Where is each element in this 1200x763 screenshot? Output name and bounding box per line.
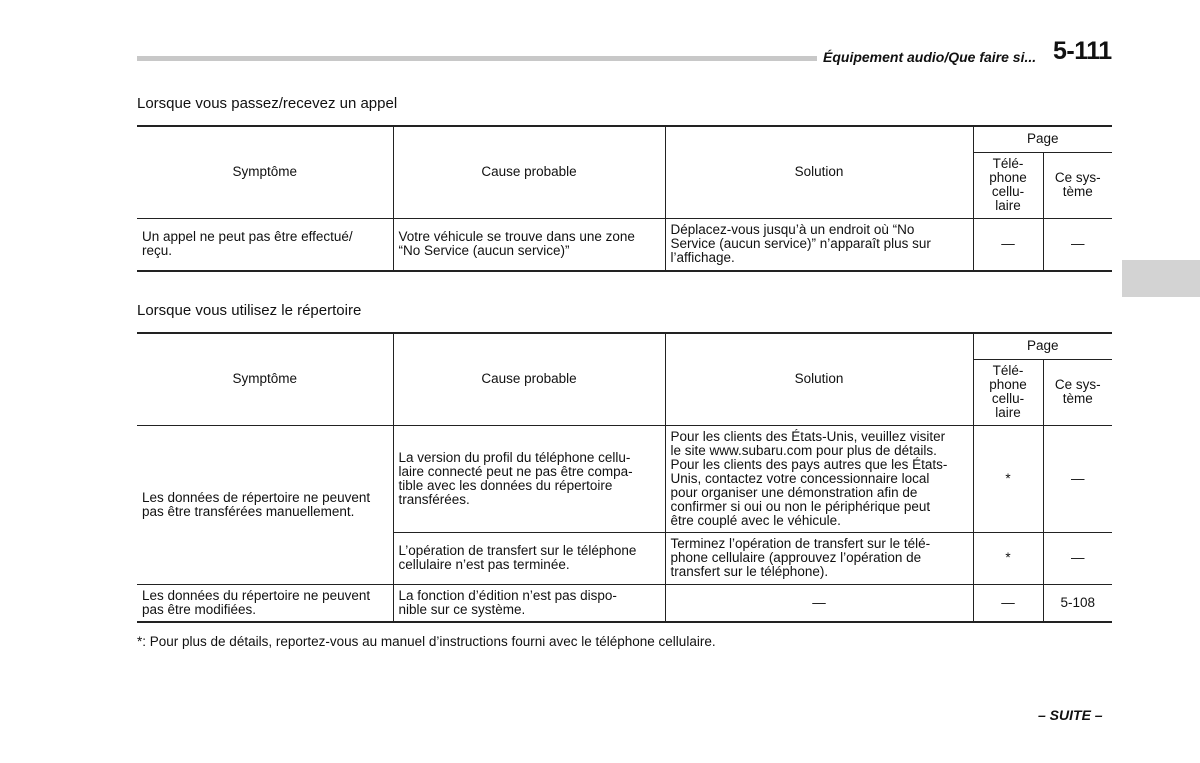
section-title-phonebook: Lorsque vous utilisez le répertoire [137, 302, 362, 319]
cause-cell: Votre véhicule se trouve dans une zone “No Service (aucun service)” [393, 218, 665, 271]
column-header-phone: Télé- phone cellu- laire [973, 152, 1043, 218]
cause-cell: L’opération de transfert sur le téléphone cellulaire n’est pas terminée. [393, 532, 665, 584]
page-number: 5-111 [1053, 37, 1112, 65]
section-title-calls: Lorsque vous passez/recevez un appel [137, 95, 398, 112]
system-page-cell: — [1043, 425, 1112, 532]
column-header-system: Ce sys- tème [1043, 152, 1112, 218]
column-header-solution: Solution [665, 126, 973, 218]
cause-cell: La fonction d’édition n’est pas dispo- nible sur ce système. [393, 584, 665, 622]
table-phonebook [137, 332, 1112, 623]
phone-page-cell: — [973, 584, 1043, 622]
column-header-page: Page [973, 126, 1112, 152]
column-header-system: Ce sys- tème [1043, 359, 1112, 425]
symptom-cell: Les données de répertoire ne peuvent pas être transférées manuellement. [137, 425, 393, 584]
table-calls [137, 125, 1112, 272]
column-header-page: Page [973, 333, 1112, 359]
phone-page-cell: * [973, 532, 1043, 584]
phone-page-cell: — [973, 218, 1043, 271]
column-header-solution: Solution [665, 333, 973, 425]
solution-cell: — [665, 584, 973, 622]
system-page-cell: — [1043, 532, 1112, 584]
column-header-cause: Cause probable [393, 126, 665, 218]
system-page-cell: 5-108 [1043, 584, 1112, 622]
column-header-cause: Cause probable [393, 333, 665, 425]
solution-cell: Pour les clients des États-Unis, veuillez visiter le site www.subaru.com pour plus de détails. Pour les clients des pays autres que les États- Unis, contactez votre concessionnaire local pour organiser une démonstration afin de confirmer si oui ou non le périphérique peut être couplé avec le véhicule. [665, 425, 973, 532]
system-page-cell: — [1043, 218, 1112, 271]
symptom-cell: Un appel ne peut pas être effectué/ reçu. [137, 218, 393, 271]
solution-cell: Déplacez-vous jusqu’à un endroit où “No Service (aucun service)” n’apparaît plus sur l’affichage. [665, 218, 973, 271]
table-row [137, 425, 1112, 532]
section-header-title: Équipement audio/Que faire si... [823, 49, 1037, 65]
table-row [137, 218, 1112, 271]
cause-cell: La version du profil du téléphone cellu- laire connecté peut ne pas être compa- tible avec les données du répertoire transférées. [393, 425, 665, 532]
phone-page-cell: * [973, 425, 1043, 532]
header-rule [137, 56, 817, 61]
symptom-cell: Les données du répertoire ne peuvent pas être modifiées. [137, 584, 393, 622]
column-header-phone: Télé- phone cellu- laire [973, 359, 1043, 425]
continued-label: – SUITE – [1038, 707, 1103, 723]
chapter-tab [1122, 260, 1200, 297]
table-row [137, 584, 1112, 622]
column-header-symptom: Symptôme [137, 126, 393, 218]
solution-cell: Terminez l’opération de transfert sur le télé- phone cellulaire (approuvez l’opération de transfert sur le téléphone). [665, 532, 973, 584]
column-header-symptom: Symptôme [137, 333, 393, 425]
footnote: *: Pour plus de détails, reportez-vous au manuel d’instructions fourni avec le téléphone cellulaire. [137, 634, 716, 649]
